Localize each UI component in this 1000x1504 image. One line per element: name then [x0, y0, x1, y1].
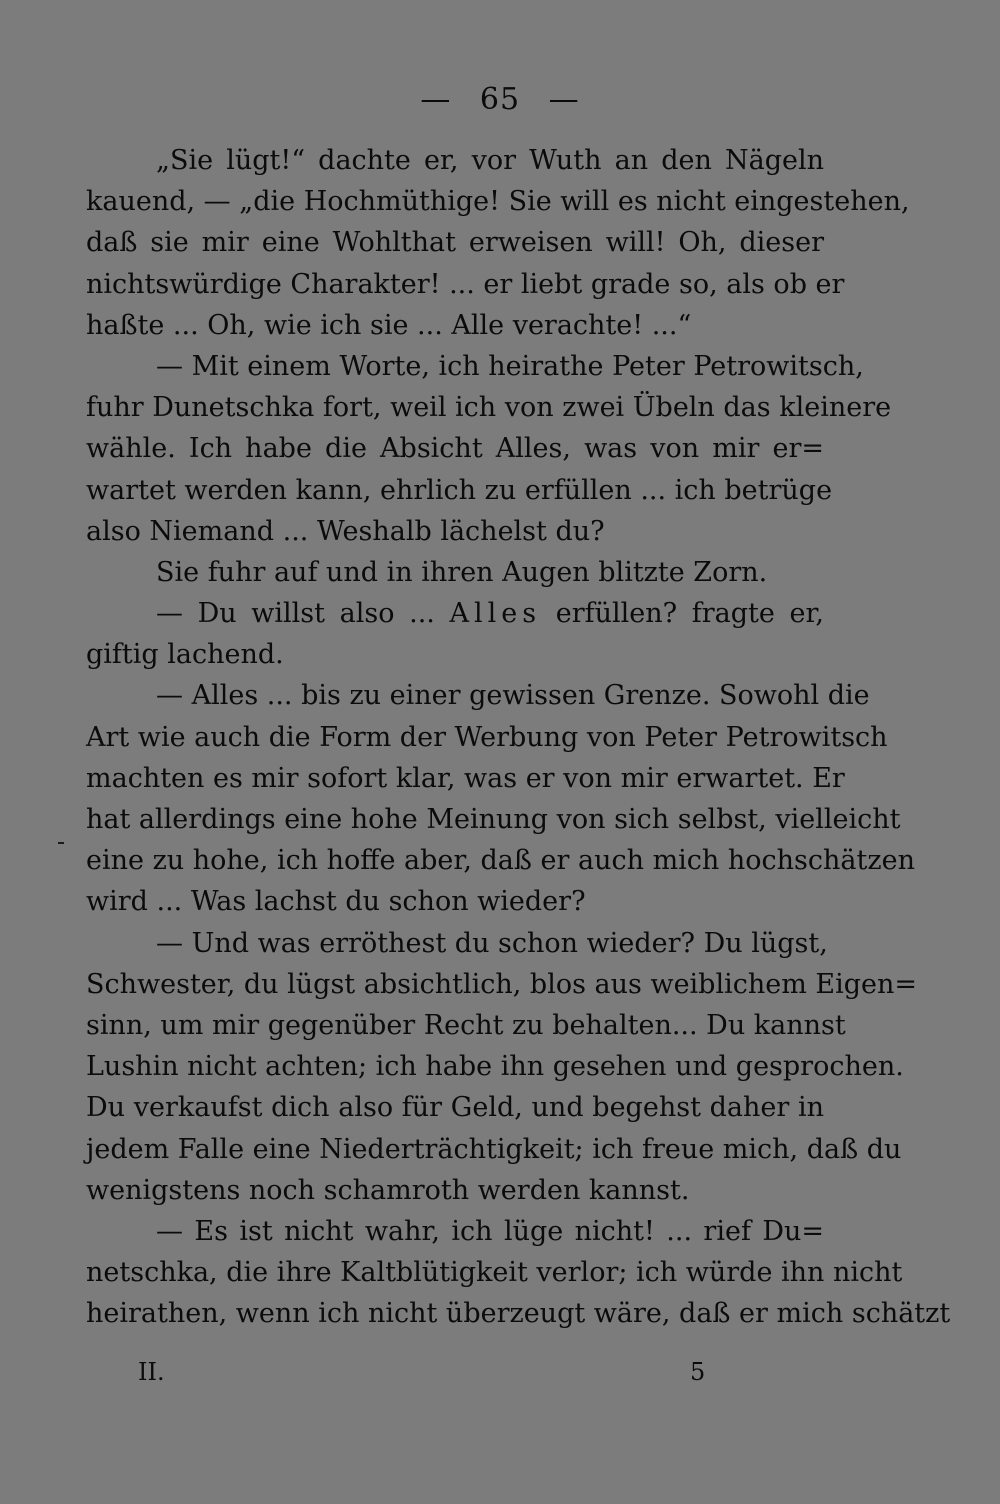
page-number-header — [0, 82, 1000, 117]
text-line: Art wie auch die Form der Werbung von Peter Petrowitsch — [86, 721, 888, 753]
text-line: sinn, um mir gegenüber Recht zu behalten... Du kannst — [86, 1009, 846, 1041]
text-line: — Alles ... bis zu einer gewissen Grenze. Sowohl die — [156, 680, 870, 712]
text-line: machten es mir sofort klar, was er von mir erwartet. Er — [86, 762, 845, 794]
signature-mark: II. — [138, 1358, 165, 1386]
text-line: Lushin nicht achten; ich habe ihn gesehen und gesprochen. — [86, 1051, 904, 1083]
text-line: nichtswürdige Charakter! ... er liebt grade so, als ob er — [86, 268, 845, 300]
text-line: eine zu hohe, ich hoffe aber, daß er auch mich hochschätzen — [86, 845, 915, 877]
page-number: 65 — [479, 82, 521, 117]
text-line: — Es ist nicht wahr, ich lüge nicht! ... rief Du= — [156, 1215, 824, 1247]
text-line: fuhr Dunetschka fort, weil ich von zwei Übeln das kleinere — [86, 392, 892, 424]
text-line: wird ... Was lachst du schon wieder? — [86, 886, 586, 918]
text-line: kauend, — „die Hochmüthige! Sie will es nicht eingestehen, — [86, 186, 910, 218]
text-line: — Du willst also ... Alles erfüllen? fragte er, — [156, 598, 824, 630]
text-line: jedem Falle eine Niederträchtigkeit; ich freue mich, daß du — [86, 1133, 902, 1165]
text-line: giftig lachend. — [86, 639, 284, 671]
text-line: hat allerdings eine hohe Meinung von sich selbst, vielleicht — [86, 804, 901, 835]
sheet-number: 5 — [690, 1358, 706, 1386]
emphasized-word: Alles — [449, 598, 542, 630]
text-line: — Und was erröthest du schon wieder? Du lügst, — [156, 927, 828, 959]
header-dash-left: — — [420, 82, 452, 117]
text-line: daß sie mir eine Wohlthat erweisen will! Oh, dieser — [86, 227, 824, 259]
text-line: Du verkaufst dich also für Geld, und begehst daher in — [86, 1092, 824, 1124]
text-line: netschka, die ihre Kaltblütigkeit verlor; ich würde ihn nicht — [86, 1257, 903, 1289]
header-dash-right: — — [548, 82, 580, 117]
text-line: also Niemand ... Weshalb lächelst du? — [86, 515, 605, 547]
page-footer — [0, 1358, 1000, 1392]
text-line: — Mit einem Worte, ich heirathe Peter Petrowitsch, — [156, 350, 864, 382]
text-line: haßte ... Oh, wie ich sie ... Alle verachte! ...“ — [86, 309, 692, 341]
text-line: heirathen, wenn ich nicht überzeugt wäre, daß er mich schätzt — [86, 1298, 951, 1330]
text-line: wenigstens noch schamroth werden kannst. — [86, 1174, 690, 1206]
margin-mark — [58, 842, 64, 844]
text-line: wähle. Ich habe die Absicht Alles, was von mir er= — [86, 433, 824, 465]
text-line: wartet werden kann, ehrlich zu erfüllen ... ich betrüge — [86, 474, 833, 506]
body-text — [86, 140, 951, 1334]
text-line: Schwester, du lügst absichtlich, blos aus weiblichem Eigen= — [86, 968, 918, 1000]
text-line: Sie fuhr auf und in ihren Augen blitzte Zorn. — [156, 556, 768, 588]
text-line: „Sie lügt!“ dachte er, vor Wuth an den Nägeln — [156, 145, 824, 176]
